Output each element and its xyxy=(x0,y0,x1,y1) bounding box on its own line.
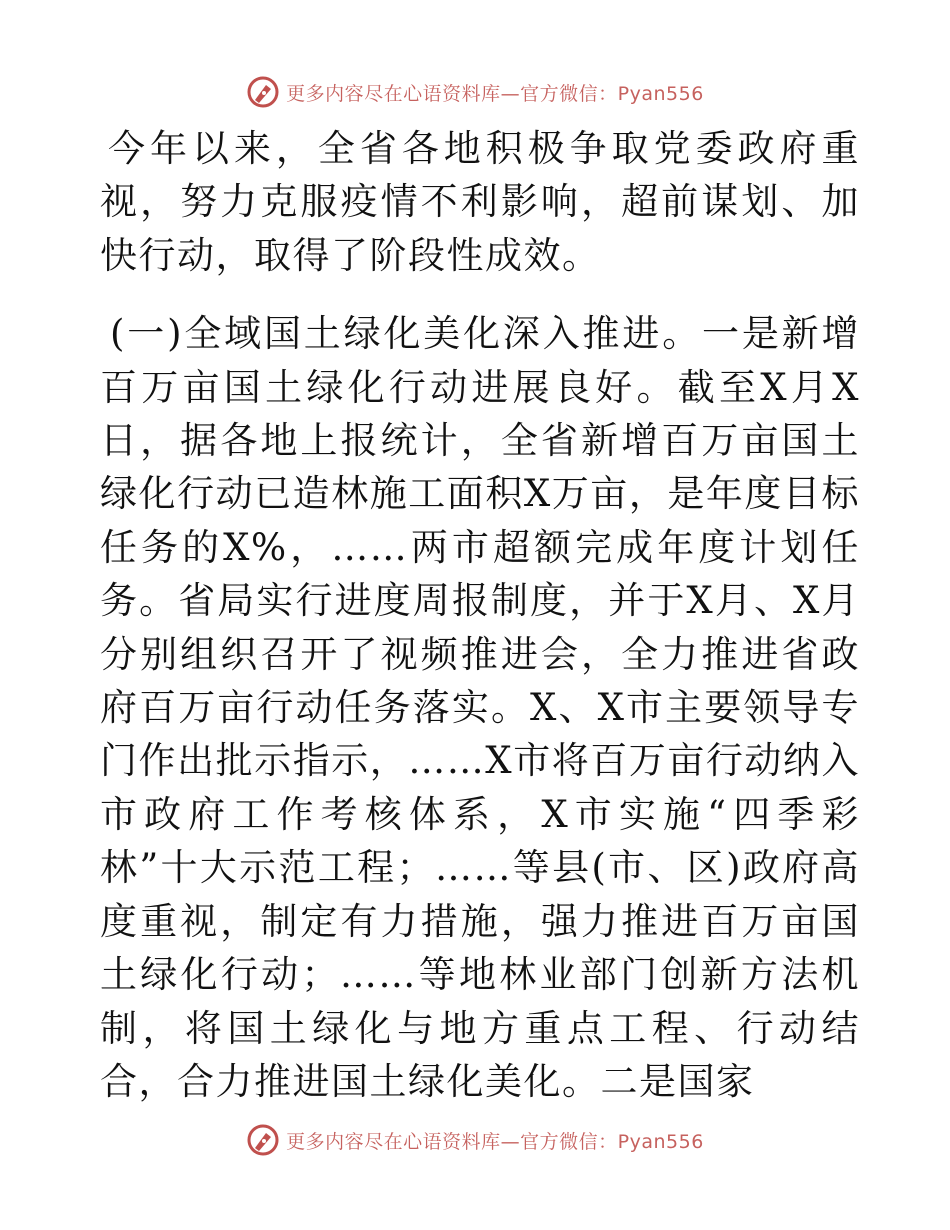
document-body xyxy=(100,122,860,1108)
paragraph-section-1: (一)全域国土绿化美化深入推进。一是新增百万亩国土绿化行动进展良好。截至X月X日，据各地上报统计，全省新增百万亩国土绿化行动已造林施工面积X万亩，是年度目标任务的X%，……两市超额完成年度计划任务。省局实行进度周报制度，并于X月、X月分别组织召开了视频推进会，全力推进省政府百万亩行动任务落实。X、X市主要领导专门作出批示指示，……X市将百万亩行动纳入市政府工作考核体系，X市实施“四季彩林”十大示范工程；……等县(市、区)政府高度重视，制定有力措施，强力推进百万亩国土绿化行动；……等地林业部门创新方法机制，将国土绿化与地方重点工程、行动结合，合力推进国土绿化美化。二是国家 xyxy=(100,312,860,1103)
footer-watermark xyxy=(0,1120,950,1160)
watermark-text: 更多内容尽在心语资料库—官方微信：Pyan556 xyxy=(286,1130,704,1153)
watermark-text: 更多内容尽在心语资料库—官方微信：Pyan556 xyxy=(286,82,704,105)
header-watermark xyxy=(0,72,950,112)
pen-nib-logo-icon xyxy=(246,1123,280,1157)
pen-nib-logo-icon xyxy=(246,75,280,109)
paragraph-intro: 今年以来，全省各地积极争取党委政府重视，努力克服疫情不利影响，超前谋划、加快行动，取得了阶段性成效。 xyxy=(100,127,860,277)
